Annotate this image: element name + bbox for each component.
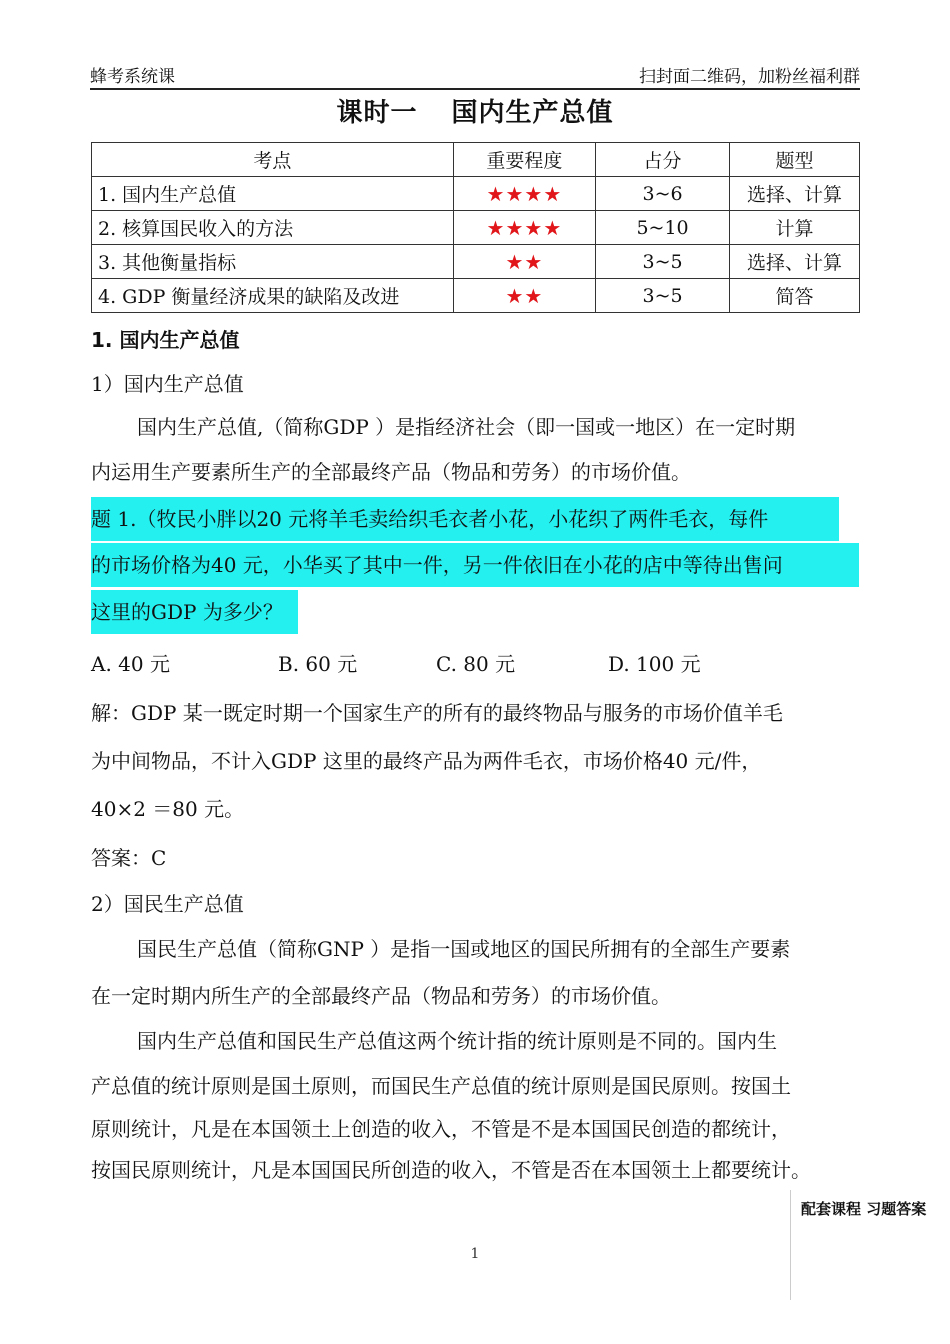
title-lesson: 课时一 bbox=[336, 98, 418, 128]
subsection-heading: 1）国内生产总值 bbox=[91, 372, 244, 396]
type-cell: 简答 bbox=[730, 279, 860, 313]
score-cell: 3~5 bbox=[596, 279, 730, 313]
option-d: D. 100 元 bbox=[608, 652, 701, 676]
topic-cell: 2. 核算国民收入的方法 bbox=[92, 211, 454, 245]
importance-stars: ★★ bbox=[453, 279, 595, 313]
table-row bbox=[92, 279, 860, 313]
importance-stars: ★★★★ bbox=[453, 177, 595, 211]
table-header: 考点 bbox=[92, 143, 454, 177]
question-line: 这里的GDP 为多少？ bbox=[91, 600, 283, 624]
solution-line: 40×2 ＝80 元。 bbox=[91, 797, 245, 821]
topic-cell: 1. 国内生产总值 bbox=[92, 177, 454, 211]
paragraph-line: 国民生产总值（简称GNP ）是指一国或地区的国民所拥有的全部生产要素 bbox=[137, 937, 791, 961]
paragraph-line: 在一定时期内所生产的全部最终产品（物品和劳务）的市场价值。 bbox=[91, 984, 671, 1008]
option-a: A. 40 元 bbox=[91, 652, 170, 676]
type-cell: 计算 bbox=[730, 211, 860, 245]
solution-line: 为中间物品，不计入GDP 这里的最终产品为两件毛衣，市场价格40 元/件， bbox=[91, 749, 762, 773]
page-title bbox=[0, 92, 950, 129]
header-right-text: 扫封面二维码，加粉丝福利群 bbox=[639, 67, 860, 87]
course-answer-label: 配套课程 习题答案 bbox=[790, 1190, 950, 1300]
type-cell: 选择、计算 bbox=[730, 245, 860, 279]
topic-cell: 4. GDP 衡量经济成果的缺陷及改进 bbox=[92, 279, 454, 313]
type-cell: 选择、计算 bbox=[730, 177, 860, 211]
page-number: 1 bbox=[470, 1246, 480, 1262]
option-b: B. 60 元 bbox=[278, 652, 358, 676]
subsection-heading: 2）国民生产总值 bbox=[91, 892, 244, 916]
importance-stars: ★★★★ bbox=[453, 211, 595, 245]
title-topic: 国内生产总值 bbox=[451, 98, 614, 128]
table-row bbox=[92, 211, 860, 245]
option-c: C. 80 元 bbox=[436, 652, 516, 676]
importance-stars: ★★ bbox=[453, 245, 595, 279]
question-line: 题 1.（牧民小胖以20 元将羊毛卖给织毛衣者小花，小花织了两件毛衣，每件 bbox=[91, 507, 769, 531]
paragraph-line: 内运用生产要素所生产的全部最终产品（物品和劳务）的市场价值。 bbox=[91, 460, 691, 484]
solution-line: 解：GDP 某一既定时期一个国家生产的所有的最终物品与服务的市场价值羊毛 bbox=[91, 701, 783, 725]
table-row bbox=[92, 245, 860, 279]
score-cell: 5~10 bbox=[596, 211, 730, 245]
table-header: 重要程度 bbox=[453, 143, 595, 177]
score-cell: 3~6 bbox=[596, 177, 730, 211]
paragraph-line: 国内生产总值和国民生产总值这两个统计指的统计原则是不同的。国内生 bbox=[137, 1029, 777, 1053]
paragraph-line: 按国民原则统计，凡是本国国民所创造的收入，不管是否在本国领土上都要统计。 bbox=[91, 1158, 811, 1182]
answer-line: 答案：C bbox=[91, 846, 167, 870]
paragraph-line: 原则统计，凡是在本国领土上创造的收入，不管是不是本国国民创造的都统计， bbox=[91, 1117, 791, 1141]
paragraph-line: 国内生产总值,（简称GDP ）是指经济社会（即一国或一地区）在一定时期 bbox=[137, 415, 796, 439]
table-header-row bbox=[92, 143, 860, 177]
score-cell: 3~5 bbox=[596, 245, 730, 279]
table-header: 占分 bbox=[596, 143, 730, 177]
table-header: 题型 bbox=[730, 143, 860, 177]
page-header bbox=[90, 60, 860, 90]
section-heading: 1. 国内生产总值 bbox=[91, 328, 240, 352]
paragraph-line: 产总值的统计原则是国土原则，而国民生产总值的统计原则是国民原则。按国土 bbox=[91, 1074, 791, 1098]
header-left-text: 蜂考系统课 bbox=[90, 67, 175, 87]
key-points-table bbox=[91, 142, 860, 313]
table-row bbox=[92, 177, 860, 211]
question-line: 的市场价格为40 元，小华买了其中一件，另一件依旧在小花的店中等待出售问 bbox=[91, 553, 783, 577]
topic-cell: 3. 其他衡量指标 bbox=[92, 245, 454, 279]
